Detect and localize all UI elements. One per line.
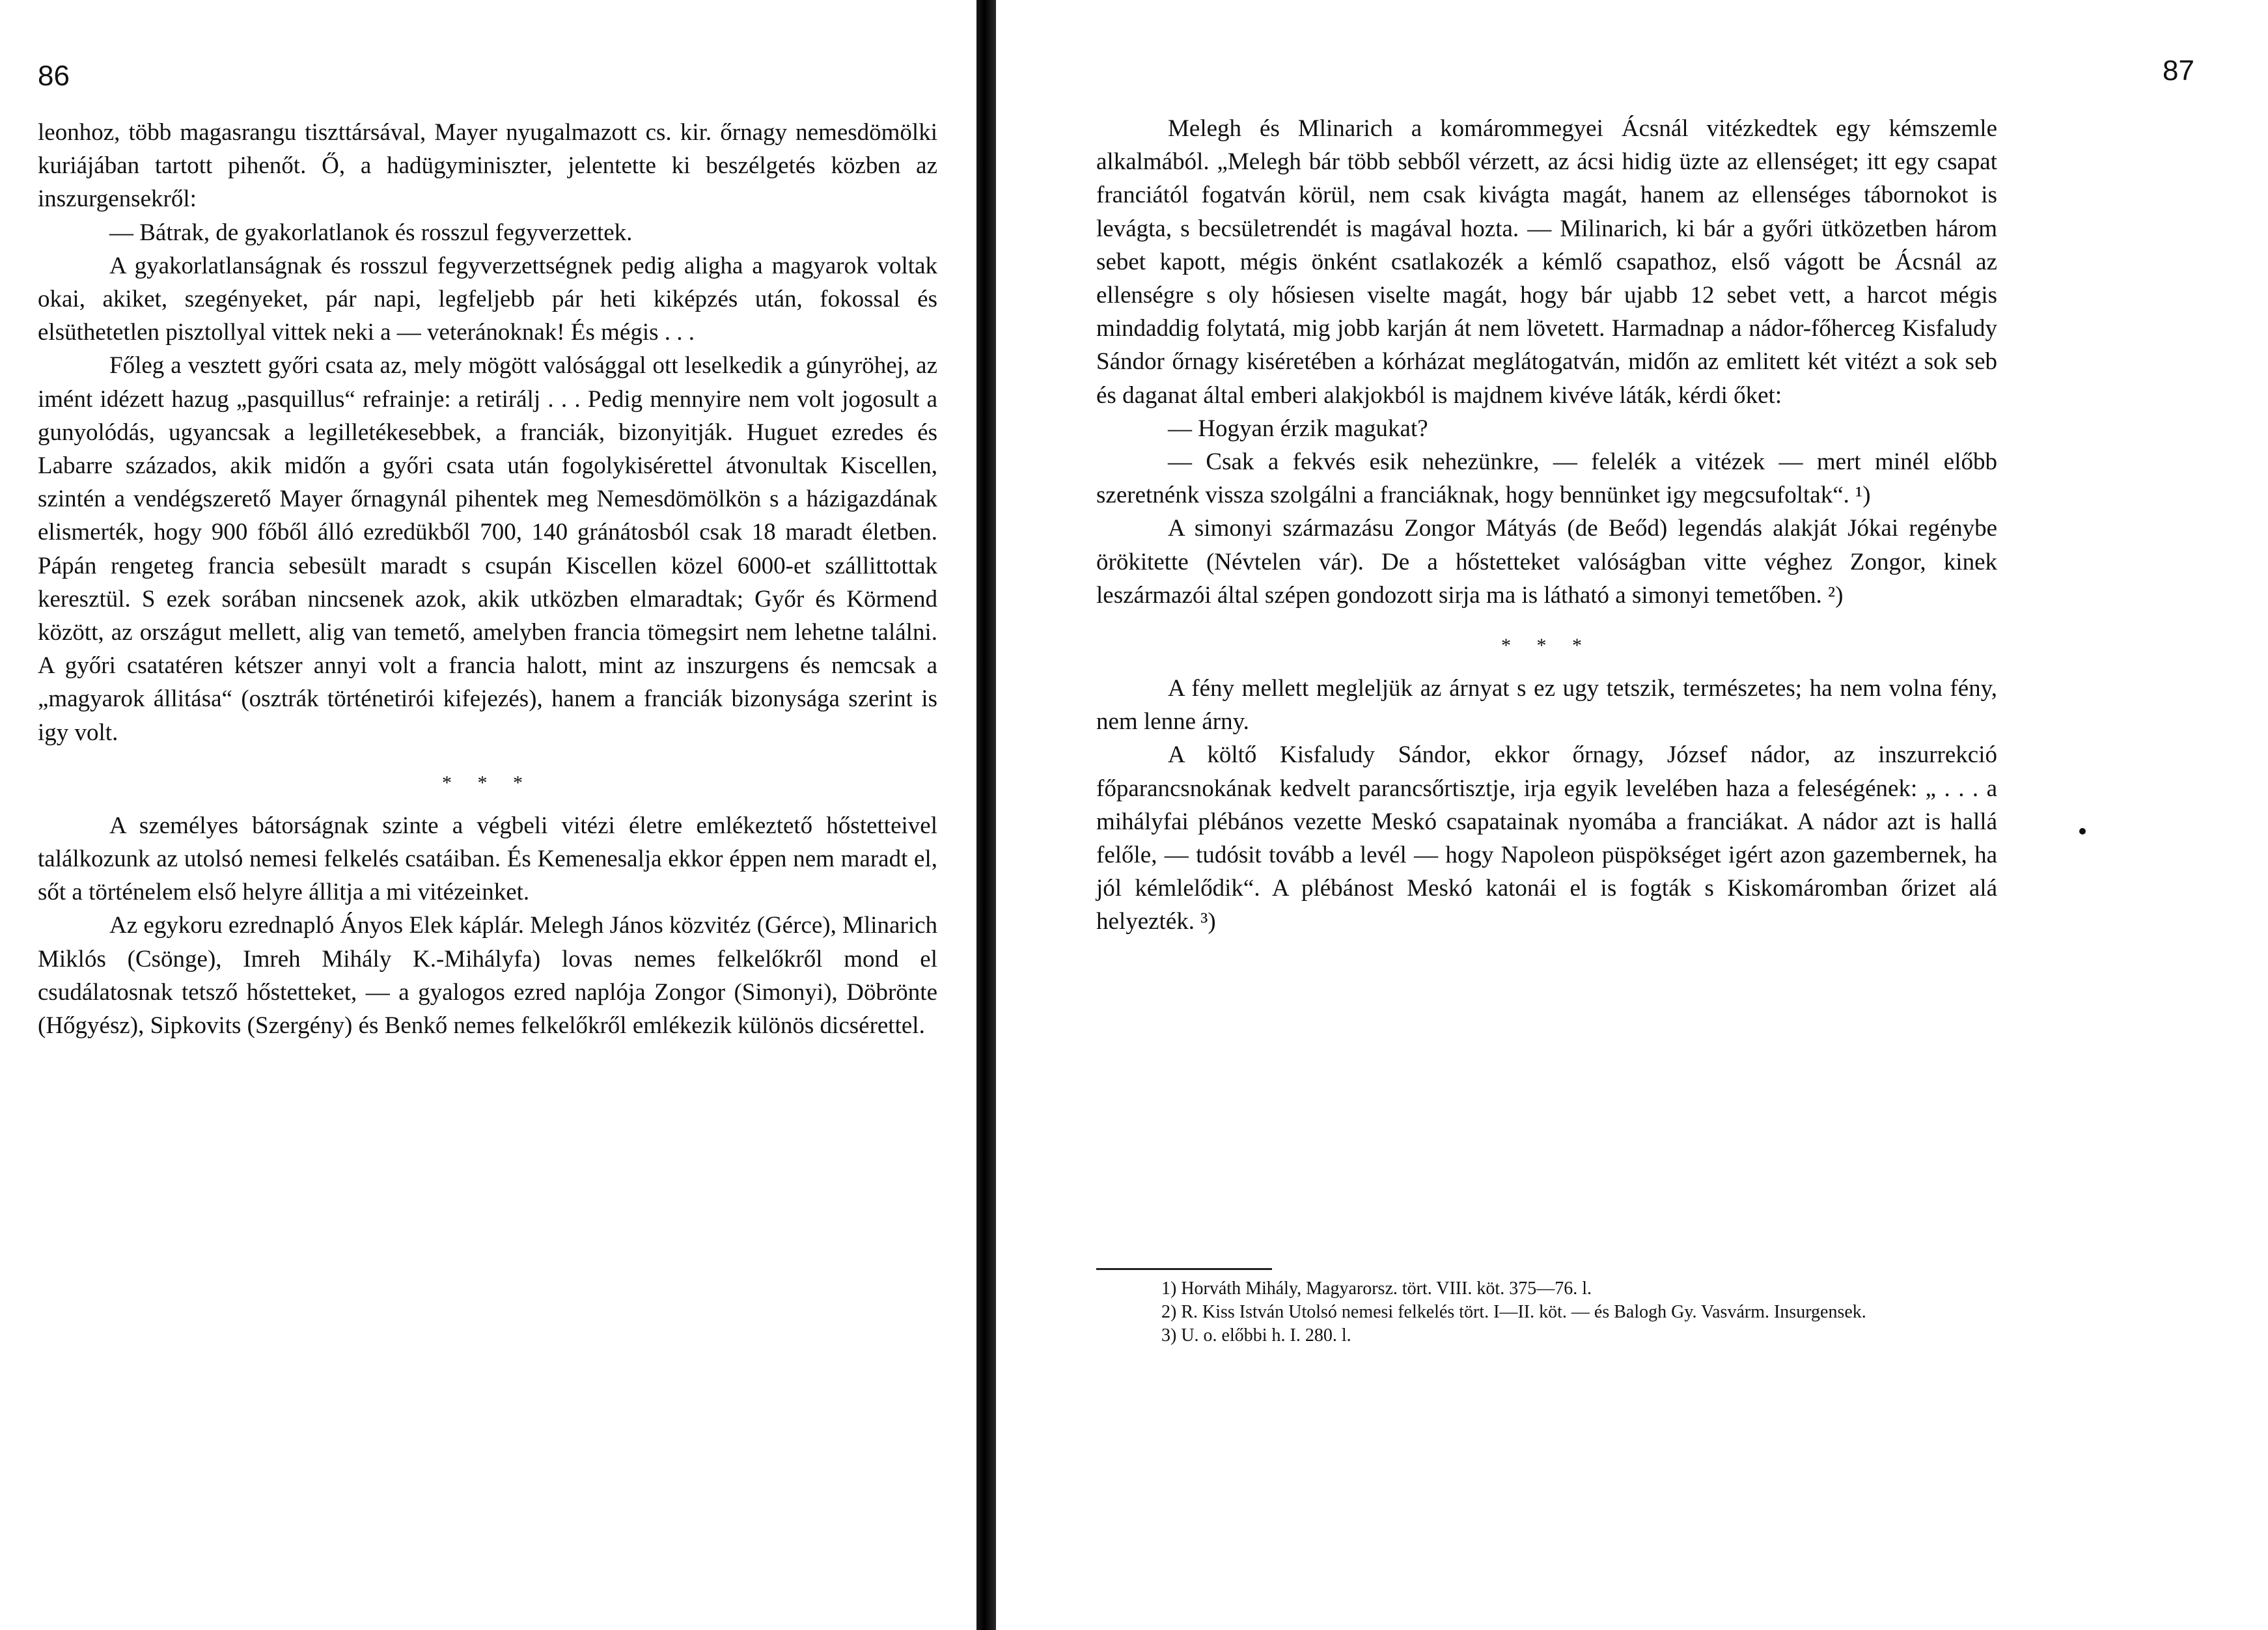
paragraph: A gyakorlatlanságnak és rosszul fegyverzettségnek pedig aligha a magyarok voltak okai, akiket, szegényeket, pár napi, legfeljebb pár heti kiképzés után, fokossal és elsüthetetlen pisztollyal vittek neki a — veteránoknak! És mégis . . . (38, 252, 937, 346)
footnote-rule (1096, 1268, 1272, 1270)
book-gutter-shadow (976, 0, 996, 1630)
paragraph: — Csak a fekvés esik nehezünkre, — felelék a vitézek — mert minél előbb szeretnénk vissza szolgálni a franciáknak, hogy bennünket igy megcsufoltak“. ¹) (1096, 449, 1997, 509)
paragraph: A személyes bátorságnak szinte a végbeli vitézi életre emlékeztető hőstetteivel találkozunk az utolsó nemesi felkelés csatáiban. És Kemenesalja ekkor éppen nem maradt el, sőt a történelem első helyre állitja a mi vitézeinket. (38, 812, 937, 906)
page-number-left: 86 (38, 60, 70, 92)
ink-speck (2079, 828, 2086, 835)
paragraph: Melegh és Mlinarich a komárommegyei Ácsnál vitézkedtek egy kémszemle alkalmából. „Melegh bár több sebből vérzett, az ácsi hidig üzte az ellenséget; itt egy csapat franciától fogatván körül, nem csak kivágta magát, hanem az ellenséges tábornokot is levágta, s becsületrendét is magával hozta. — Milinarich, ki bár a győri ütközetben három sebet kapott, mégis önként csatlakozék a kémlő csapathoz, első vágott be Ácsnál az ellenségre s oly hősiesen viselte magát, hogy bár ujabb 12 sebet vett, a harcot mégis mindaddig folytatá, mig jobb karján át nem lövetett. Harmadnap a nádor-főherceg Kisfaludy Sándor őrnagy kiséretében a kórházat meglátogatván, midőn az emlitett két vitézt a sok seb és daganat által emberi alakjokból is majdnem kivéve láták, kérdi őket: (1096, 115, 1997, 409)
paragraph: leonhoz, több magasrangu tiszttársával, Mayer nyugalmazott cs. kir. őrnagy nemesdömölki kuriájában tartott pihenőt. Ő, a hadügyminiszter, jelentette ki beszélgetés közben az inszurgensekről: (38, 119, 937, 213)
page-number-right: 87 (2163, 55, 2194, 87)
right-page (1003, 0, 2268, 1630)
paragraph: Az egykoru ezrednapló Ányos Elek káplár. Melegh János közvitéz (Gérce), Mlinarich Miklós (Csönge), Imreh Mihály K.-Mihályfa) lovas nemes felkelőkről mond el csudálatosnak tetsző hőstetteket, — a gyalogos ezred naplója Zongor (Simonyi), Döbrönte (Hőgyész), Sipkovits (Szergény) és Benkő nemes felkelőkről emlékezik különös dicsérettel. (38, 912, 937, 1040)
paragraph: A simonyi származásu Zongor Mátyás (de Beőd) legendás alakját Jókai regénybe örökitette (Névtelen vár). De a hőstetteket valóságban vitte véghez Zongor, kinek leszármazói által szépen gondozott sirja ma is látható a simonyi temetőben. ²) (1096, 515, 1997, 609)
paragraph: — Hogyan érzik magukat? (1168, 415, 1428, 442)
paragraph: Főleg a vesztett győri csata az, mely mögött valósággal ott leselkedik a gúnyröhej, az imént idézett hazug „pasquillus“ refrainje: a retirálj . . . Pedig mennyire nem volt jogosult a gunyolódás, ugyancsak a legilletékesebbek, a franciák, bizonyitják. Huguet ezredes és Labarre százados, akik midőn a győri csata után fogolykisérettel átvonultak Kiscellen, szintén a vendégszerető Mayer őrnagynál pihentek meg Nemesdömölkön s a házigazdának elismerték, hogy 900 főből álló ezredükből 700, 140 gránátosból csak 18 maradt életben. Pápán rengeteg francia sebesült maradt s csupán Kiscellen közel 6000-et szállittottak keresztül. S ezek sorában nincsenek azok, akik utközben elmaradtak; Győr és Körmend között, az országut mellett, alig van temető, amelyben francia tömegsirt nem lehetne találni. A győri csatatéren kétszer annyi volt a francia halott, mint az inszurgens és nemcsak a „magyarok állitása“ (osztrák történetirói kifejezés), hanem a franciák bizonysága szerint is igy volt. (38, 352, 937, 746)
section-separator-stars: * * * (1501, 635, 1592, 657)
footnote: 3) U. o. előbbi h. I. 280. l. (1161, 1325, 1351, 1346)
section-separator-stars: * * * (442, 771, 533, 794)
right-page-body (1096, 112, 1997, 939)
footnote: 1) Horváth Mihály, Magyarorsz. tört. VIII. köt. 375—76. l. (1161, 1278, 1592, 1299)
footnotes (1096, 1277, 1997, 1347)
footnote: 2) R. Kiss István Utolsó nemesi felkelés tört. I—II. köt. — és Balogh Gy. Vasvárm. Insurgensek. (1161, 1302, 1866, 1322)
left-page (0, 0, 976, 1630)
paragraph: A költő Kisfaludy Sándor, ekkor őrnagy, József nádor, az inszurrekció főparancsnokának kedvelt parancsőrtisztje, irja egyik levelében haza a feleségének: „ . . . a mihályfai plébános vezette Meskó csapatainak nyomába a franciákat. A nádor azt is hallá felőle, — tudósit tovább a levél — hogy Napoleon püspökséget igért azon gazembernek, ha jól kémlelődik“. A plébánost Meskó katonái el is fogták s Kiskomáromban őrizet alá helyezték. ³) (1096, 741, 1997, 935)
paragraph: A fény mellett megleljük az árnyat s ez ugy tetszik, természetes; ha nem volna fény, nem lenne árny. (1096, 675, 1997, 736)
paragraph: — Bátrak, de gyakorlatlanok és rosszul fegyverzettek. (109, 219, 633, 246)
left-page-body (38, 116, 937, 1042)
